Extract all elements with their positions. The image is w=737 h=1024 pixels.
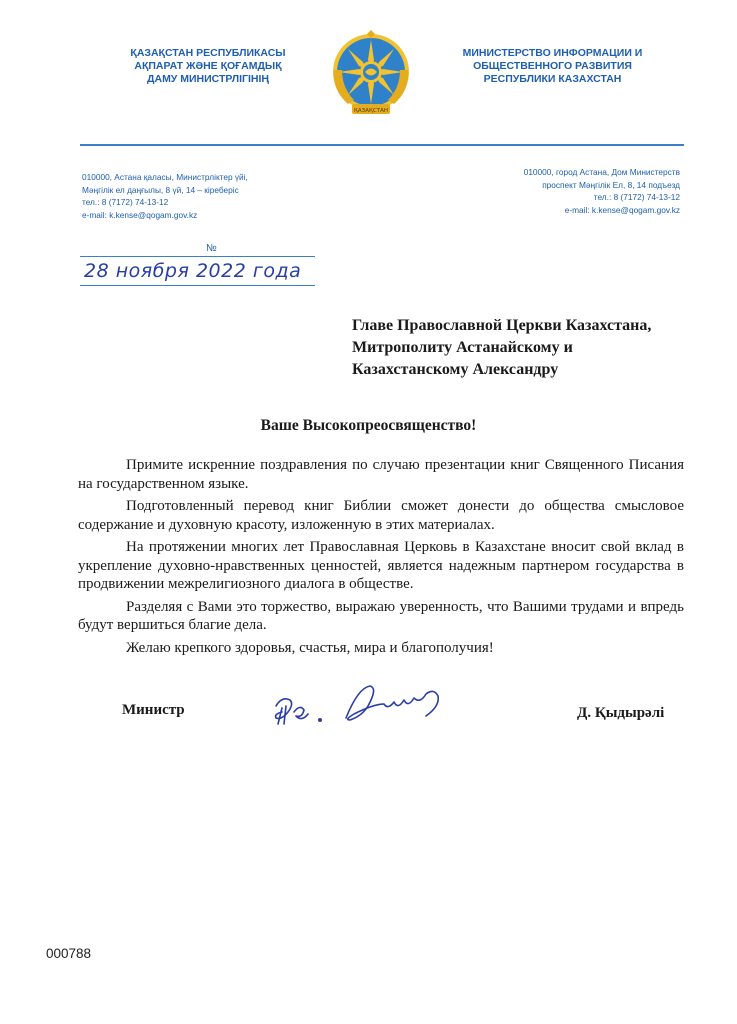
signer-name: Д. Қыдырәлі	[577, 705, 665, 721]
address-ru-line: 010000, город Астана, Дом Министерств	[523, 167, 680, 177]
address-kz-line: 010000, Астана қаласы, Министрліктер үйі,	[82, 172, 248, 182]
body-paragraph: Разделяя с Вами это торжество, выражаю уверенность, что Вашими трудами и впредь будут вершиться благие дела.	[78, 598, 684, 633]
reg-date-line	[80, 285, 315, 286]
address-ru	[524, 166, 680, 216]
salutation: Ваше Высокопреосвященство!	[260, 417, 477, 434]
letter-body	[78, 456, 684, 661]
address-kz	[82, 171, 248, 221]
addressee-line: Казахстанскому Александру	[352, 361, 559, 378]
address-kz-line: тел.: 8 (7172) 74-13-12	[82, 197, 169, 207]
address-ru-line: e-mail: k.kense@qogam.gov.kz	[564, 204, 680, 215]
ministry-ru-line: МИНИСТЕРСТВО ИНФОРМАЦИИ И	[462, 47, 643, 59]
addressee-line: Митрополиту Астанайскому и	[352, 339, 573, 356]
addressee-line: Главе Православной Церкви Казахстана,	[352, 317, 652, 334]
handwritten-date: 28 ноября 2022 года	[84, 260, 302, 282]
ministry-kz-line: ҚАЗАҚСТАН РЕСПУБЛИКАСЫ	[130, 47, 286, 59]
signer-position: Министр	[122, 702, 185, 718]
address-ru-line: тел.: 8 (7172) 74-13-12	[593, 192, 680, 202]
body-paragraph: На протяжении многих лет Православная Церковь в Казахстане вносит свой вклад в укрепление духовно-нравственных ценностей, является надежным партнером государства в продвижении межрелигиозного диалога в обществе.	[78, 539, 684, 592]
ministry-ru-line: ОБЩЕСТВЕННОГО РАЗВИТИЯ	[473, 60, 632, 72]
address-ru-line: проспект Мәңгілік Ел, 8, 14 подъезд	[542, 179, 680, 190]
address-kz-line: Мәңгілік ел даңғылы, 8 үй, 14 – кіреберіс	[82, 184, 239, 195]
kazakhstan-state-emblem-icon	[330, 30, 412, 118]
address-kz-line: e-mail: k.kense@qogam.gov.kz	[82, 209, 198, 220]
handwritten-signature-icon	[268, 678, 458, 738]
reg-number-line	[80, 256, 315, 257]
ministry-ru-line: РЕСПУБЛИКИ КАЗАХСТАН	[483, 73, 622, 85]
addressee-block	[352, 315, 651, 381]
header-divider	[80, 144, 684, 146]
ministry-kz-line: ДАМУ МИНИСТРЛІГІНІҢ	[147, 73, 269, 85]
body-paragraph: Подготовленный перевод книг Библии сможет донести до общества смысловое содержание и духовную красоту, изложенную в этих материалах.	[78, 498, 684, 533]
body-paragraph: Желаю крепкого здоровья, счастья, мира и благополучия!	[126, 639, 494, 656]
ministry-kz-line: АҚПАРАТ ЖӘНЕ ҚОҒАМДЫҚ	[134, 60, 282, 72]
ministry-name-kz	[108, 47, 308, 86]
body-paragraph: Примите искренние поздравления по случаю презентации книг Священного Писания на государственном языке.	[78, 457, 684, 492]
emblem-inscription: ҚАЗАҚСТАН	[354, 108, 388, 114]
document-number: 000788	[46, 946, 92, 961]
ministry-name-ru	[440, 47, 665, 86]
reg-number-label: №	[206, 243, 217, 254]
